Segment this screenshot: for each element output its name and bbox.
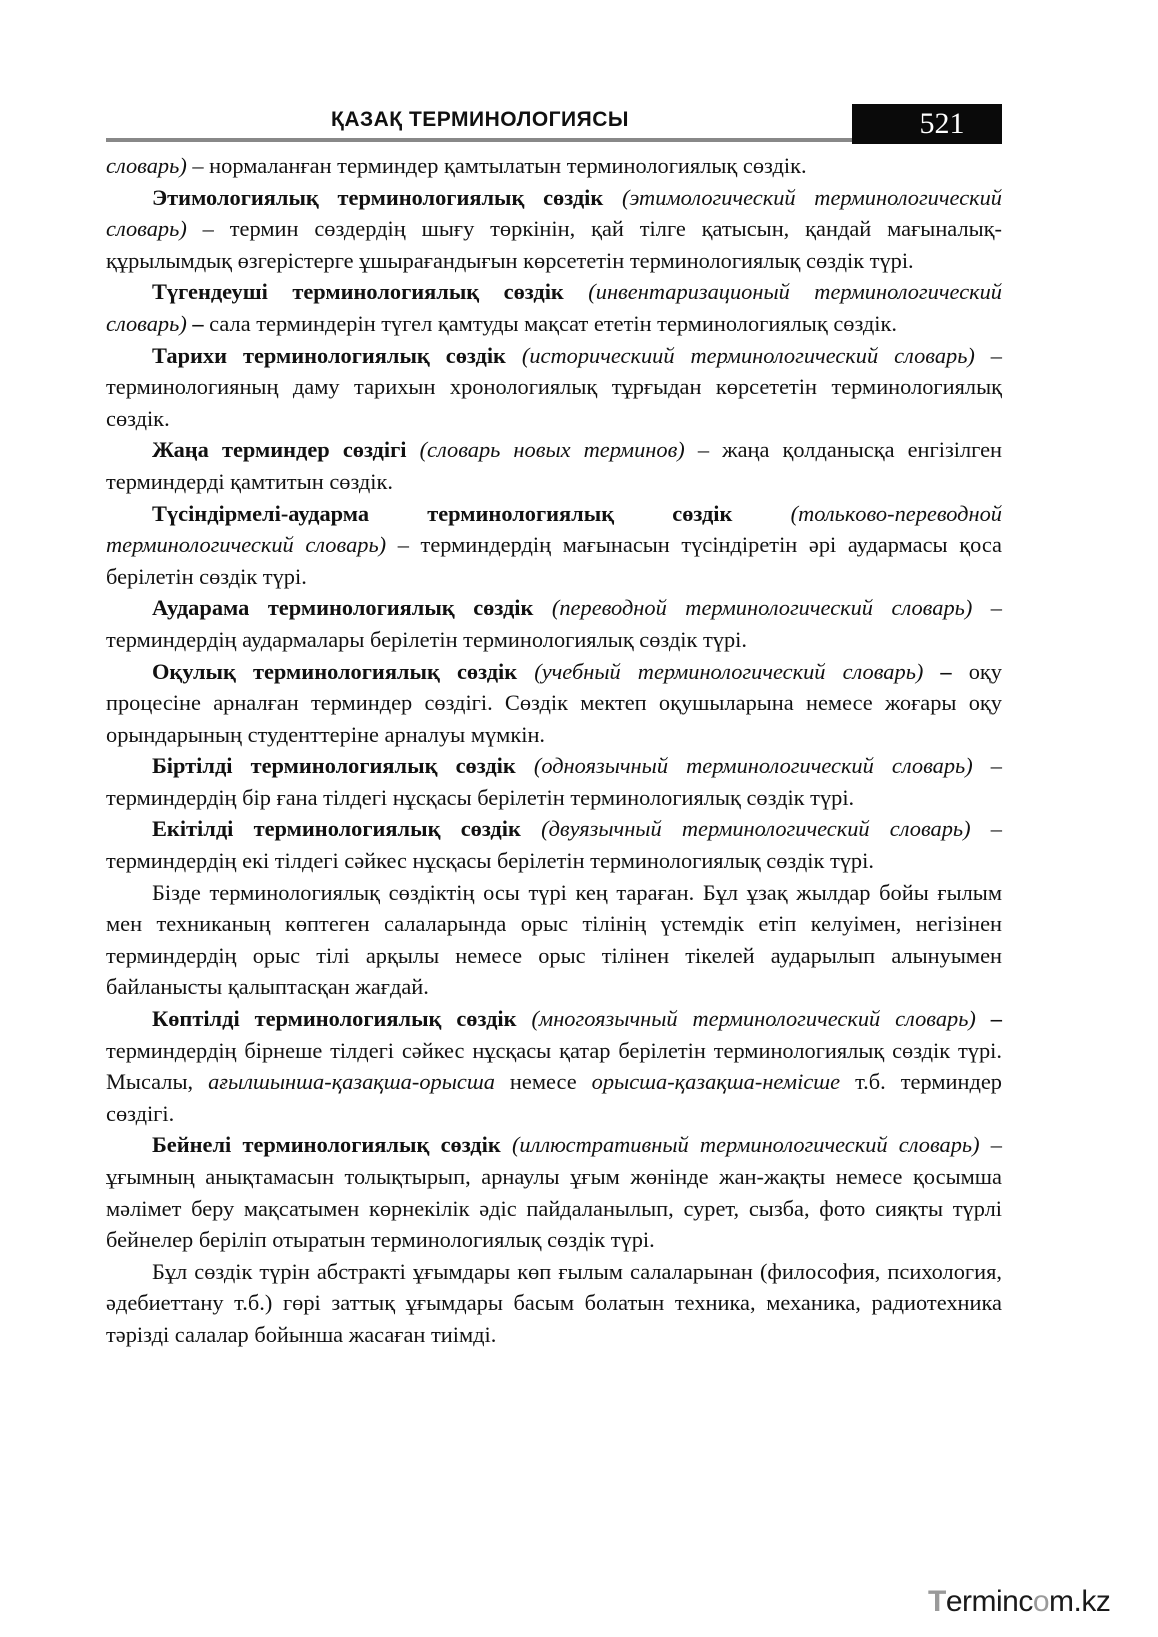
text-run: – ұғымның анықтамасын толықтырып, арнаулы ұғым жөнінде жан-жақты немесе қосымша мәлімет беру мақсатымен көрнекілік әдіс пайдаланылып, сурет, сызба, фото сияқты түрлі бейнелер беріліп отыратын терминологиялық сөздік түрі.: [106, 1132, 1002, 1253]
text-run: [533, 595, 552, 620]
termincom-watermark-logo: [928, 1585, 1138, 1625]
paragraph: [106, 813, 1002, 876]
term-bold: Бейнелі терминологиялық сөздік: [152, 1132, 501, 1158]
term-italic: (иллюстративный терминологический словарь): [511, 1132, 980, 1158]
paragraph: [106, 750, 1002, 813]
term-bold: Көптілді терминологиялық сөздік: [152, 1006, 517, 1032]
term-italic: орысша-қазақша-немісше: [591, 1069, 841, 1095]
text-run: [517, 659, 534, 684]
text-run: немесе: [494, 1069, 592, 1095]
term-bold: Екітілді терминологиялық сөздік: [152, 816, 521, 842]
term-italic: ағылшынша-қазақша-орысша: [208, 1069, 495, 1095]
paragraph: [106, 592, 1002, 655]
text-run: – жаңа қолданысқа енгізілген терминдерді қамтитын сөздік.: [106, 437, 1002, 494]
paragraph: [106, 877, 1002, 1003]
watermark-t-letter: T: [928, 1585, 946, 1618]
term-bold: Оқулық терминологиялық сөздік: [152, 658, 518, 684]
text-run: Бізде терминологиялық сөздіктің осы түрі кең тараған. Бұл ұзақ жылдар бойы ғылым мен техниканың көптеген салаларында орыс тілінің үстемдік етіп келуімен, негізінен терминдердің орыс тілі арқылы немесе орыс тілінен тікелей аударылып алынуымен байланысты қалыптасқан жағдай.: [106, 879, 1002, 1000]
term-bold: Жаңа терминдер сөздігі: [152, 437, 407, 463]
term-bold: –: [186, 310, 204, 336]
term-italic: (словарь новых терминов): [419, 437, 685, 463]
text-run: [407, 437, 420, 462]
text-run: Бұл сөздік түрін абстракті ұғымдары көп ғылым салаларынан (философия, психология, әдебиеттану т.б.) гөрі заттық ұғымдары басым болатын техника, механика, радиотехника тәрізді салалар бойынша жасаған тиімді.: [106, 1258, 1002, 1347]
watermark-text-part1: erminc: [945, 1585, 1033, 1618]
term-bold: –: [923, 658, 952, 684]
text-run: оқу процесіне арналған терминдер сөздігі. Сөздік мектеп оқушыларына немесе жоғары оқу орындарының студенттеріне арналуы мүмкін.: [106, 658, 1002, 747]
text-run: [732, 501, 790, 526]
paragraph: [106, 1129, 1002, 1255]
text-run: т.б. терминдер сөздігі.: [106, 1069, 1002, 1126]
page-body: [106, 150, 1002, 1351]
text-run: – терминдердің мағынасын түсіндіретін әрі аудармасы қоса берілетін сөздік түрі.: [106, 532, 1002, 589]
text-run: – термин сөздердің шығу төркінін, қай тілге қатысын, қандай мағыналық-құрылымдық өзгерістерге ұшырағандығын көрсететін терминологиялық сөздік түрі.: [106, 216, 1002, 273]
paragraph: [106, 656, 1002, 751]
term-italic: (учебный терминологический словарь): [534, 658, 924, 684]
paragraph: [106, 1256, 1002, 1351]
text-run: – терминдердің екі тілдегі сәйкес нұсқасы берілетін терминологиялық сөздік түрі.: [106, 816, 1002, 874]
term-bold: Түсіндірмелі-аударма терминологиялық сөздік: [152, 500, 733, 526]
paragraph: [106, 434, 1002, 497]
text-run: [521, 816, 541, 841]
term-italic: (двуязычный терминологический словарь): [541, 816, 971, 842]
text-run: терминдердің бірнеше тілдегі сәйкес нұсқасы қатар берілетін терминологиялық сөздік түрі. Мысалы,: [106, 1037, 1002, 1095]
header-rule: [106, 138, 854, 142]
running-title: ҚАЗАҚ ТЕРМИНОЛОГИЯСЫ: [331, 108, 629, 131]
term-italic: (толькoво-переводной терминологический словарь): [106, 500, 1002, 558]
text-run: – терминдердің бір ғана тілдегі нұсқасы берілетін терминологиялық сөздік түрі.: [106, 753, 1002, 810]
term-bold: Аударама терминологиялық сөздік: [152, 595, 534, 621]
text-run: [603, 185, 622, 210]
text-run: – терминдердің аудармалары берілетін терминологиялық сөздік түрі.: [106, 595, 1002, 652]
term-italic: (переводной терминологический словарь): [551, 595, 973, 621]
text-run: [516, 753, 534, 778]
paragraph: [106, 182, 1002, 277]
paragraph: [106, 150, 1002, 182]
text-run: сала терминдерін түгел қамтуды мақсат ететін терминологиялық сөздік.: [203, 310, 897, 336]
paragraph: [106, 276, 1002, 339]
text-run: [517, 1006, 532, 1031]
page-number: 521: [852, 104, 1002, 144]
text-run: – терминологияның даму тарихын хронологиялық тұрғыдан көрсететін терминологиялық сөздік.: [106, 342, 1002, 431]
text-run: [506, 343, 522, 368]
text-run: [564, 279, 588, 304]
term-italic: (этимологический терминологический словарь): [106, 184, 1002, 242]
text-run: [501, 1132, 512, 1157]
term-italic: (историческиий терминологический словарь): [521, 342, 975, 368]
term-bold: Түгендеуші терминологиялық сөздік: [152, 279, 564, 305]
paragraph: [106, 498, 1002, 593]
text-run: – нормаланған терминдер қамтылатын терминологиялық сөздік.: [186, 153, 807, 178]
paragraph: [106, 1003, 1002, 1129]
term-bold: Біртілді терминологиялық сөздік: [152, 753, 516, 779]
paragraph: [106, 340, 1002, 435]
term-bold: –: [975, 1006, 1002, 1032]
term-italic: словарь): [106, 153, 187, 178]
watermark-text-part2: m.kz: [1049, 1585, 1111, 1618]
term-italic: (многоязычный терминологический словарь): [531, 1006, 976, 1032]
term-italic: (одноязычный терминологический словарь): [533, 753, 973, 779]
running-header: [106, 104, 1002, 144]
term-italic: (инвентаризационый терминологический словарь): [106, 279, 1002, 336]
term-bold: Тарихи терминологиялық сөздік: [152, 342, 506, 368]
term-bold: Этимологиялық терминологиялық сөздік: [152, 184, 604, 210]
watermark-o-letter: o: [1032, 1585, 1050, 1618]
